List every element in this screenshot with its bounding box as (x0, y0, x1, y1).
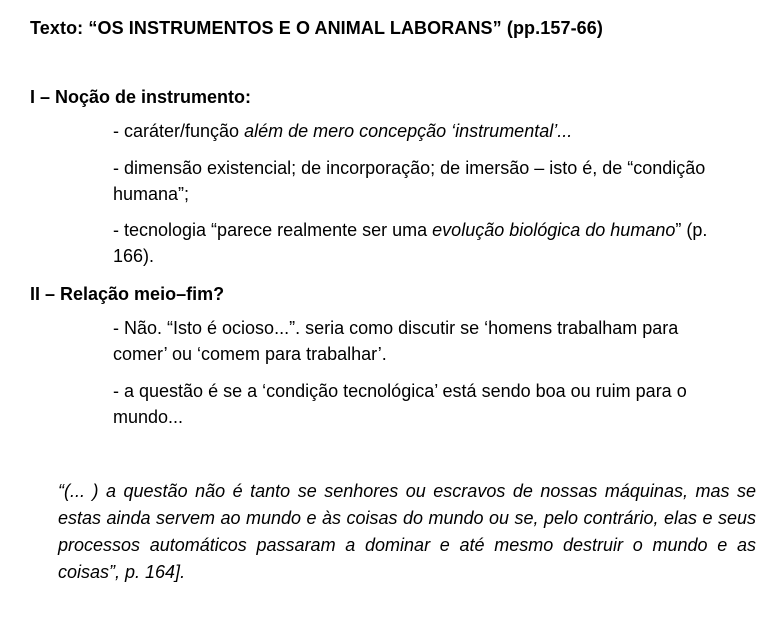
bullet-italic-text: além de mero concepção ‘instrumental’... (244, 121, 573, 141)
bullet-text: - dimensão existencial; de incorporação; de imersão – isto é, de “condição humana”; (113, 158, 706, 204)
bullet-item (113, 378, 723, 430)
document-title: Texto: “OS INSTRUMENTOS E O ANIMAL LABORANS” (pp.157-66) (30, 18, 603, 38)
bullet-text: - a questão é se a ‘condição tecnológica’ está sendo boa ou ruim para o mundo... (113, 381, 687, 427)
block-quote: “(... ) a questão não é tanto se senhores ou escravos de nossas máquinas, mas se estas ainda servem ao mundo e às coisas do mundo ou se, pelo contrário, elas e seus processos automáticos passaram a dominar e até mesmo destruir o mundo e as coisas”, p. 164]. (58, 481, 756, 582)
bullet-item (113, 155, 723, 207)
section-heading-instrument: I – Noção de instrumento: (30, 87, 252, 107)
bullet-item (113, 118, 723, 144)
bullet-italic-text: evolução biológica do humano (432, 220, 676, 240)
section-heading-means-end: II – Relação meio–fim? (30, 284, 225, 304)
bullet-item (113, 315, 723, 367)
bullet-text-end: ” (p. 166). (113, 220, 708, 266)
bullet-text: - Não. “Isto é ocioso...”. seria como discutir se ‘homens trabalham para comer’ ou ‘comem para trabalhar’. (113, 318, 679, 364)
bullet-text: - caráter/função (113, 121, 245, 141)
bullet-item (113, 217, 723, 269)
bullet-text: - tecnologia “parece realmente ser uma (113, 220, 433, 240)
